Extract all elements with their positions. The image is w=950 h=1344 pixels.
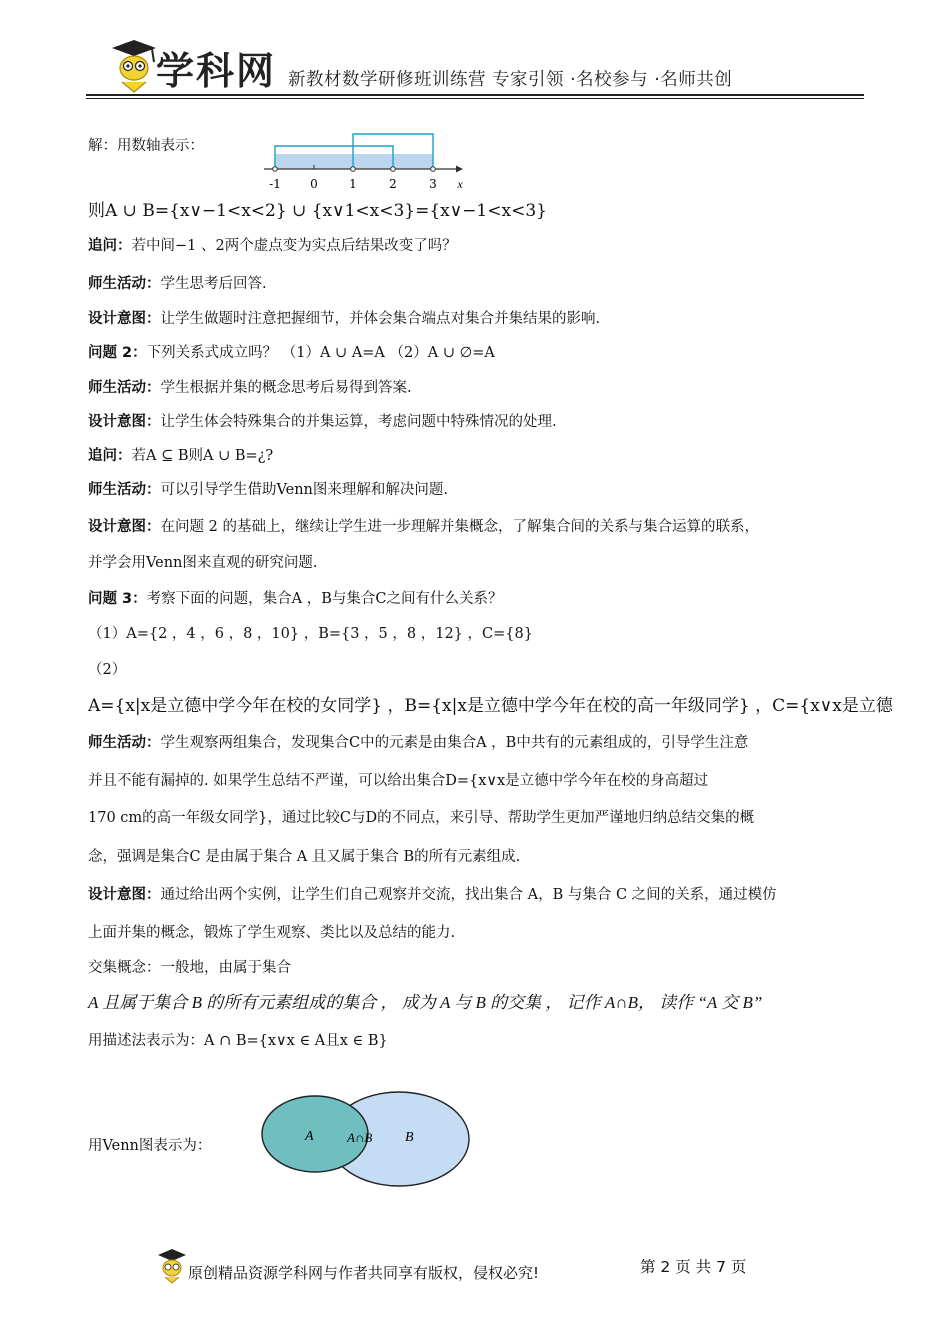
venn-diagram [255, 1088, 477, 1194]
follow-up-question: 追问：若A ⊆ B则A ∪ B=¿? [88, 448, 274, 464]
label: 问题 2： [88, 345, 147, 361]
paragraph-line: 并学会用Venn图来直观的研究问题. [88, 555, 318, 571]
design-intent: 设计意图：让学生体会特殊集合的并集运算，考虑问题中特殊情况的处理. [88, 414, 557, 430]
activity: 师生活动：可以引导学生借助Venn图来理解和解决问题. [88, 482, 449, 498]
tick-label: 2 [389, 177, 397, 191]
header-rule [86, 94, 864, 96]
set-b-label: B [405, 1130, 414, 1145]
header-rule-thin [86, 98, 864, 99]
label: 师生活动： [88, 735, 161, 751]
set-example-1: （1）A={2 ，4 ，6 ，8 ，10} ，B={3 ，5 ，8 ，12} ，C={8} [88, 626, 533, 642]
set-example-2: A={x|x是立德中学今年在校的女同学} ，B={x|x是立德中学今年在校的高一年级同学} ，C={x∨x是立德 [88, 696, 893, 716]
set-example-2-marker: （2） [88, 662, 127, 678]
header-title: 新教材数学研修班训练营 专家引领 ·名校参与 ·名师共创 [288, 70, 733, 90]
label: 设计意图： [88, 311, 161, 327]
label: 追问： [88, 238, 132, 254]
number-line-diagram [256, 128, 476, 194]
paragraph-line: 上面并集的概念，锻炼了学生观察、类比以及总结的能力. [88, 925, 456, 941]
paragraph-line: 并且不能有漏掉的. 如果学生总结不严谨，可以给出集合D={x∨x是立德中学今年在校的身高超过 [88, 773, 709, 789]
activity: 师生活动：学生思考后回答. [88, 276, 267, 292]
footer-mascot-icon [156, 1248, 188, 1284]
page-number: 第 2 页 共 7 页 [640, 1258, 747, 1276]
label: 师生活动： [88, 380, 161, 396]
solution-intro: 解：用数轴表示： [88, 138, 204, 154]
tick-label: 0 [310, 177, 318, 191]
tick-label: 1 [349, 177, 357, 191]
activity: 师生活动：学生根据并集的概念思考后易得到答案. [88, 380, 412, 396]
union-result: 则A ∪ B={x∨−1<x<2} ∪ {x∨1<x<3}={x∨−1<x<3} [88, 201, 547, 221]
label: 设计意图： [88, 887, 161, 903]
intersection-definition: A 且属于集合 B 的所有元素组成的集合 ， 成为 A 与 B 的交集 ， 记作 A∩B， 读作 “A 交 B” [88, 993, 763, 1012]
open-point [391, 167, 396, 172]
venn-intro: 用Venn图表示为： [88, 1138, 212, 1154]
design-intent: 设计意图：让学生做题时注意把握细节，并体会集合端点对集合并集结果的影响. [88, 311, 601, 327]
tick-label: -1 [269, 177, 281, 191]
axis-arrow-icon [456, 166, 463, 173]
set-a-label: A [305, 1129, 314, 1144]
open-point [351, 167, 356, 172]
logo-text: 学科网 [156, 49, 277, 93]
mascot-icon [108, 38, 160, 94]
paragraph-line: 念，强调是集合C 是由属于集合 A 且又属于集合 B的所有元素组成. [88, 849, 521, 865]
open-point [431, 167, 436, 172]
intersection-label: A∩B [347, 1130, 373, 1145]
design-intent: 设计意图：通过给出两个实例，让学生们自己观察并交流，找出集合 A，B 与集合 C 之间的关系，通过模仿 [88, 887, 777, 903]
label: 追问： [88, 448, 132, 464]
open-point [273, 167, 278, 172]
descriptive-notation: 用描述法表示为：A ∩ B={x∨x ∈ A且x ∈ B} [88, 1033, 388, 1049]
label: 设计意图： [88, 519, 161, 535]
paragraph-line: 170 cm的高一年级女同学}，通过比较C与D的不同点，来引导、帮助学生更加严谨地归纳总结交集的概 [88, 810, 755, 826]
intersection-concept: 交集概念：一般地，由属于集合 [88, 960, 291, 976]
label: 设计意图： [88, 414, 161, 430]
axis-label: x [457, 177, 463, 191]
design-intent: 设计意图：在问题 2 的基础上，继续让学生进一步理解并集概念，了解集合间的关系与集合运算的联系， [88, 519, 759, 535]
follow-up-question: 追问：若中间−1 、2两个虚点变为实点后结果改变了吗？ [88, 238, 457, 254]
label: 师生活动： [88, 482, 161, 498]
question-3: 问题 3：考察下面的问题，集合A ，B与集合C之间有什么关系？ [88, 591, 503, 607]
label: 师生活动： [88, 276, 161, 292]
question-2: 问题 2：下列关系式成立吗？ （1）A ∪ A=A （2）A ∪ ∅=A [88, 345, 495, 361]
copyright-notice: 原创精品资源学科网与作者共同享有版权，侵权必究! [188, 1264, 540, 1282]
tick-label: 3 [429, 177, 437, 191]
label: 问题 3： [88, 591, 147, 607]
activity: 师生活动：学生观察两组集合，发现集合C中的元素是由集合A ，B中共有的元素组成的，引导学生注意 [88, 735, 749, 751]
